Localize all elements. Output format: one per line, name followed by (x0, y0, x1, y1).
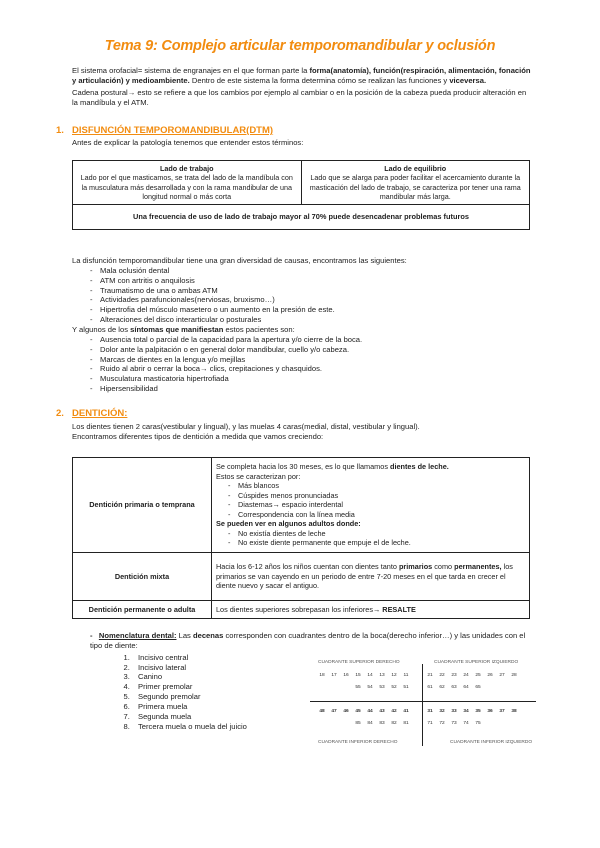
tooth-number: 24 (463, 673, 469, 678)
tooth-number: 15 (355, 673, 361, 678)
list-item: - Cúspides menos pronunciadas (228, 491, 525, 500)
mixed-dentition-cell (212, 553, 530, 601)
primary-features-list (216, 481, 525, 519)
tooth-number: 32 (439, 709, 445, 714)
tooth-number: 47 (331, 709, 337, 714)
dentition-table (72, 457, 530, 619)
list-item: - No existía dientes de leche (228, 529, 525, 538)
list-item: - Traumatismo de una o ambas ATM (90, 286, 532, 296)
list-item: - Alteraciones del disco interarticular o posturales (90, 315, 532, 325)
primary-bold: dientes de leche. (390, 462, 449, 472)
tooth-number: 65 (475, 685, 481, 690)
tooth-number: 31 (427, 709, 433, 714)
tooth-number: 48 (319, 709, 325, 714)
tooth-number: 81 (403, 721, 409, 726)
tooth-number: 22 (439, 673, 445, 678)
mixed-bold: primarios (398, 562, 433, 572)
upper-left-temporary (424, 685, 484, 691)
list-item: - No existe diente permanente que empuje el de leche. (228, 538, 525, 547)
symptoms-list (72, 335, 532, 394)
list-item: - Ruido al abrir o cerrar la boca→ clics, crepitaciones y chasquidos. (90, 364, 532, 374)
nomenclature-bold: decenas (192, 631, 224, 640)
list-item: - Diastemas→ espacio interdental (228, 500, 525, 509)
primary-dentition-label: Dentición primaria o temprana (73, 458, 212, 553)
tooth-number: 72 (439, 721, 445, 726)
table-footer-note: Una frecuencia de uso de lado de trabajo mayor al 70% puede desencadenar problemas futuros (73, 205, 530, 230)
tooth-number: 62 (439, 685, 445, 690)
intro-paragraph-1 (72, 66, 532, 86)
primary-adults-heading: Se pueden ver en algunos adultos donde: (216, 519, 361, 529)
tooth-chart (310, 660, 536, 750)
upper-right-temporary (352, 685, 412, 691)
list-item: 4. Primer premolar (132, 682, 530, 692)
intro (72, 66, 532, 109)
balance-side-cell (301, 161, 530, 205)
tooth-number: 45 (355, 709, 361, 714)
permanent-bold: RESALTE (382, 604, 416, 614)
lower-right-permanent (316, 709, 412, 715)
tooth-number: 17 (331, 673, 337, 678)
tooth-number: 23 (451, 673, 457, 678)
causes-list (72, 266, 532, 325)
intro-text: Dentro de este sistema la forma determina cómo se realizan las funciones y (189, 75, 450, 85)
nomenclature-intro: - Nomenclatura dental: Las decenas corresponden con cuadrantes dentro de la boca(derecho inferior…) y las unidades con el tipo de diente: (90, 631, 526, 650)
list-item: - Marcas de dientes en la lengua y/o mejillas (90, 355, 532, 365)
page-title: Tema 9: Complejo articular temporomandibular y oclusión (104, 38, 496, 54)
tooth-number: 26 (487, 673, 493, 678)
list-item: - Hipersensibilidad (90, 384, 532, 394)
primary-line-1 (216, 462, 525, 471)
list-item: 7. Segunda muela (132, 712, 530, 722)
section-2-intro (72, 422, 532, 442)
tooth-number: 16 (343, 673, 349, 678)
section-1-heading (56, 125, 273, 137)
section-2-line-1: Los dientes tienen 2 caras(vestibular y lingual), y las muelas 4 caras(medial, distal, vestibular y lingual). (72, 422, 420, 431)
tooth-number: 46 (343, 709, 349, 714)
tooth-number: 36 (487, 709, 493, 714)
mixed-dentition-label: Dentición mixta (73, 553, 212, 601)
tooth-number: 13 (379, 673, 385, 678)
primary-text: Se completa hacia los 30 meses, es lo que llamamos (216, 462, 390, 472)
list-item: - Actividades parafuncionales(nerviosas, bruxismo…) (90, 295, 532, 305)
mixed-text: como (432, 562, 455, 572)
tooth-number: 11 (403, 673, 409, 678)
tooth-number: 61 (427, 685, 433, 690)
list-item: 8. Tercera muela o muela del juicio (132, 722, 530, 732)
list-item: - ATM con artritis o anquilosis (90, 276, 532, 286)
tooth-number: 54 (367, 685, 373, 690)
chart-vertical-divider (422, 664, 423, 746)
permanent-dentition-cell (212, 601, 530, 619)
tooth-number: 42 (391, 709, 397, 714)
tooth-number: 14 (367, 673, 373, 678)
list-item: 2. Incisivo lateral (132, 663, 530, 673)
work-side-title: Lado de trabajo (159, 164, 214, 173)
work-side-text: Lado por el que masticamos, se trata del lado de la mandíbula con la musculatura más desarrollada y con la rama mandibular de una longitud normal o más corta (80, 173, 293, 202)
tooth-number: 74 (463, 721, 469, 726)
tooth-number: 82 (391, 721, 397, 726)
tooth-number: 55 (355, 685, 361, 690)
mixed-text: los primarios se van cayendo en un periodo de entre 7-20 meses en el que tarda en crecer el diente nuevo y sacar el antiguo. (216, 562, 513, 591)
section-1-lead: Antes de explicar la patología tenemos que entender estos términos: (72, 138, 304, 147)
symptoms-intro (72, 325, 532, 335)
symptoms-intro-text: estos pacientes son: (223, 325, 295, 335)
tooth-number: 28 (511, 673, 517, 678)
intro-bold: viceversa. (449, 75, 487, 85)
tooth-number: 35 (475, 709, 481, 714)
tooth-number: 18 (319, 673, 325, 678)
tooth-number: 73 (451, 721, 457, 726)
work-side-cell (73, 161, 302, 205)
mixed-bold: permanentes, (454, 562, 502, 572)
lower-left-permanent (424, 709, 520, 715)
tooth-number: 64 (463, 685, 469, 690)
lower-right-temporary (352, 721, 412, 727)
list-item: 1. Incisivo central (132, 653, 530, 663)
tooth-number: 85 (355, 721, 361, 726)
tooth-number: 41 (403, 709, 409, 714)
mixed-text: Hacia los 6-12 años los niños cuentan con dientes tanto (216, 562, 399, 572)
primary-dentition-cell (212, 458, 530, 553)
lower-left-temporary (424, 721, 484, 727)
list-item: - Correspondencia con la línea media (228, 510, 525, 519)
tooth-number: 51 (403, 685, 409, 690)
causes-intro: La disfunción temporomandibular tiene una gran diversidad de causas, encontramos las siguientes: (72, 256, 407, 265)
symptoms-intro-bold: síntomas que manifiestan (130, 325, 224, 335)
quadrant-label-lower-right: CUADRANTE INFERIOR DERECHO (318, 740, 398, 745)
section-title: DENTICIÓN: (72, 408, 128, 419)
tooth-number: 33 (451, 709, 457, 714)
tooth-number: 44 (367, 709, 373, 714)
list-item: - Más blancos (228, 481, 525, 490)
tooth-number: 12 (391, 673, 397, 678)
list-item: - Ausencia total o parcial de la capacidad para la apertura y/o cierre de la boca. (90, 335, 532, 345)
list-item: - Hipertrofia del músculo masetero o un aumento en la presión de este. (90, 305, 532, 315)
intro-bold: forma(anatomía), función(respiración, alimentación, fonación y articulación) y medioambiente. (72, 66, 531, 85)
section-title: DISFUNCIÓN TEMPOROMANDIBULAR(DTM) (72, 125, 274, 136)
permanent-text: Los dientes superiores sobrepasan los inferiores→ (216, 604, 383, 614)
upper-left-permanent (424, 673, 520, 679)
quadrant-label-upper-left: CUADRANTE SUPERIOR IZQUIERDO (434, 660, 519, 665)
list-item: - Dolor ante la palpitación o en general dolor mandibular, cuello y/o cabeza. (90, 345, 532, 355)
tooth-number: 25 (475, 673, 481, 678)
nomenclature-text: corresponden con cuadrantes dentro de la boca(derecho inferior…) y las unidades con el tipo de diente: (90, 631, 526, 650)
tooth-number: 43 (379, 709, 385, 714)
nomenclature-label: Nomenclatura dental: (98, 631, 177, 640)
chart-horizontal-divider (310, 701, 536, 702)
nomenclature-text: Las (176, 631, 193, 640)
primary-adults-list (216, 529, 525, 548)
tooth-number: 34 (463, 709, 469, 714)
work-balance-table (72, 160, 530, 230)
balance-side-text: Lado que se alarga para poder facilitar el acercamiento durante la masticación del lado de trabajo, se caracteriza por tener una rama mandibular más larga. (309, 173, 521, 202)
intro-text: El sistema orofacial= sistema de engranajes en el que forman parte la (72, 66, 310, 75)
list-item: 6. Primera muela (132, 702, 530, 712)
list-item: - Musculatura masticatoria hipertrofiada (90, 374, 532, 384)
intro-paragraph-2: Cadena postural→ esto se refiere a que los cambios por ejemplo al cambiar o en la posición de la cabeza pueda producir alteración en la mandíbula y el ATM. (72, 87, 527, 107)
upper-right-permanent (316, 673, 412, 679)
tooth-number: 84 (367, 721, 373, 726)
list-item: 3. Canino (132, 672, 530, 682)
tooth-number: 83 (379, 721, 385, 726)
section-number: 2. (56, 408, 64, 419)
tooth-number: 27 (499, 673, 505, 678)
section-2-line-2: Encontramos diferentes tipos de dentición a medida que vamos creciendo: (72, 431, 324, 441)
section-2-heading (56, 408, 127, 420)
quadrant-label-lower-left: CUADRANTE INFERIOR IZQUIERDO (450, 740, 533, 745)
tooth-number: 53 (379, 685, 385, 690)
tooth-number: 37 (499, 709, 505, 714)
symptoms-intro-text: Y algunos de los (72, 325, 131, 335)
section-number: 1. (56, 125, 64, 136)
primary-line-2: Estos se caracterizan por: (216, 471, 301, 481)
tooth-number: 63 (451, 685, 457, 690)
list-item: 5. Segundo premolar (132, 692, 530, 702)
tooth-number: 21 (427, 673, 433, 678)
tooth-number: 38 (511, 709, 517, 714)
tooth-number: 71 (427, 721, 433, 726)
permanent-dentition-label: Dentición permanente o adulta (73, 601, 212, 619)
quadrant-label-upper-right: CUADRANTE SUPERIOR DERECHO (318, 660, 400, 665)
balance-side-title: Lado de equilibrio (384, 164, 447, 173)
tooth-number: 52 (391, 685, 397, 690)
causes-block (72, 256, 532, 394)
list-item: - Mala oclusión dental (90, 266, 532, 276)
tooth-number: 75 (475, 721, 481, 726)
